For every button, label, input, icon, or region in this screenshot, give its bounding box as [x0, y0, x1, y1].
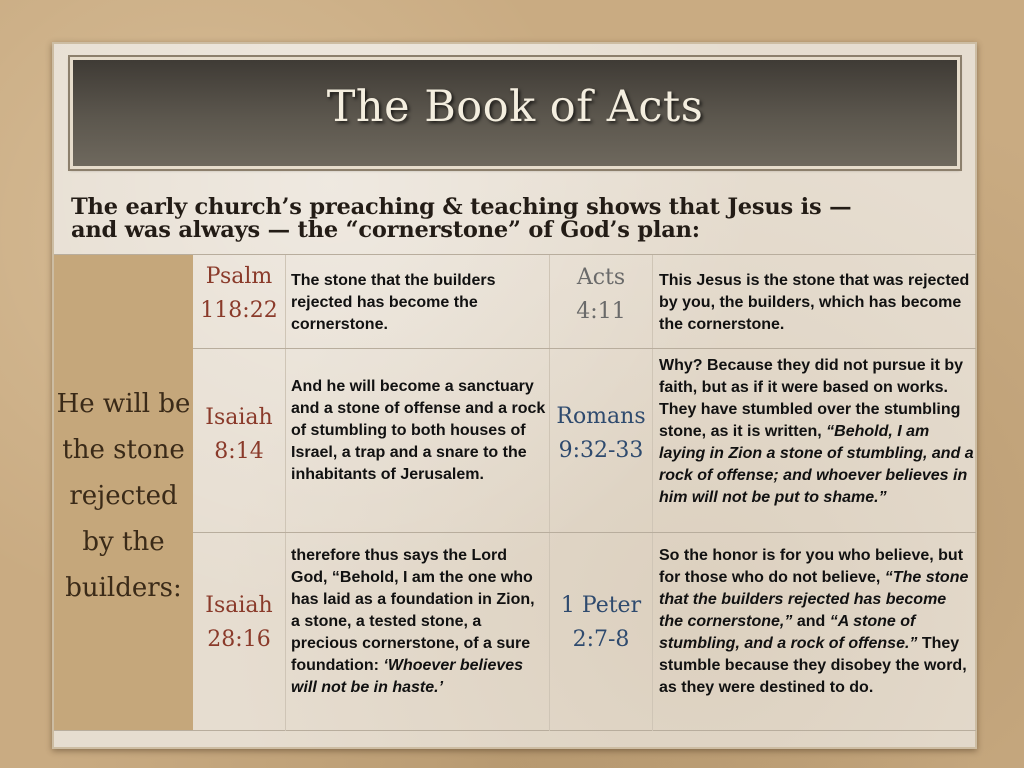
ot-reference-cell — [193, 349, 286, 533]
ot-reference-verse: 118:22 — [200, 298, 278, 323]
ot-reference-verse: 28:16 — [207, 627, 271, 652]
nt-text-cell — [653, 255, 976, 348]
nt-quote-part: They stumble because they disobey the word, as they were destined to do. — [659, 635, 967, 696]
side-label-line: He will be — [56, 388, 191, 419]
nt-text-cell — [653, 349, 976, 533]
slide-subtitle — [71, 196, 971, 242]
ot-quote-plain: therefore thus says the Lord God, “Behold, I am the one who has laid as a foundation in Zion, a stone, a tested stone, a precious cornerstone, of a sure foundation: — [291, 547, 535, 674]
nt-quote-plain: Why? Because they did not pursue it by faith, but as if it were based on works. They have stumbled over the stumbling stone, as it is written, — [659, 357, 964, 440]
nt-reference-cell — [550, 533, 653, 731]
nt-text-cell — [653, 533, 976, 731]
nt-quote-italic: “The stone that the builders rejected has become the cornerstone,” — [659, 569, 969, 630]
ot-text-cell — [286, 255, 550, 348]
nt-reference-book: Romans — [556, 404, 646, 429]
nt-quote-italic: “Behold, I am laying in Zion a stone of stumbling, and a rock of offense; and whoever believes in him will not be put to shame.” — [659, 423, 974, 506]
nt-quote-italic: “A stone of stumbling, and a rock of offense.” — [659, 613, 918, 652]
ot-text-cell — [286, 349, 550, 533]
ot-text-cell — [286, 533, 550, 731]
title-banner — [70, 57, 960, 169]
ot-reference-book: Isaiah — [205, 405, 273, 430]
side-label-line: builders: — [65, 572, 182, 603]
side-label-line: by the — [82, 526, 165, 557]
nt-reference-book: Acts — [576, 265, 626, 290]
side-label-line: the stone — [62, 434, 185, 465]
side-label-line: rejected — [69, 480, 178, 511]
nt-reference-verse: 9:32-33 — [558, 438, 644, 463]
scripture-table — [54, 254, 976, 731]
ot-reference-book: Psalm — [205, 264, 273, 289]
nt-quote-part: and — [796, 613, 826, 630]
nt-quote-part: So the honor is for you who believe, but for those who do not believe, — [659, 547, 964, 586]
nt-reference-verse: 4:11 — [576, 299, 626, 324]
nt-quote — [659, 355, 974, 509]
ot-quote: The stone that the builders rejected has become the cornerstone. — [291, 272, 496, 333]
side-label — [54, 255, 193, 730]
ot-reference-verse: 8:14 — [214, 439, 264, 464]
ot-reference-cell — [193, 255, 286, 348]
ot-quote — [291, 545, 547, 699]
ot-quote-italic: ‘Whoever believes will not be in haste.’ — [291, 657, 524, 696]
ot-reference-cell — [193, 533, 286, 731]
table-row — [193, 255, 976, 348]
subtitle-line-1: The early church’s preaching & teaching shows that Jesus is — — [71, 194, 852, 220]
subtitle-line-2: and was always — the “cornerstone” of God’s plan: — [71, 217, 700, 243]
table-row — [193, 532, 976, 731]
nt-reference-cell — [550, 255, 653, 348]
nt-reference-book: 1 Peter — [560, 593, 642, 618]
nt-reference-verse: 2:7-8 — [572, 627, 630, 652]
table-row — [193, 348, 976, 533]
ot-quote: And he will become a sanctuary and a stone of offense and a rock of stumbling to both houses of Israel, a trap and a snare to the inhabitants of Jerusalem. — [291, 378, 546, 483]
nt-quote — [659, 545, 974, 699]
nt-quote: This Jesus is the stone that was rejected by you, the builders, which has become the cornerstone. — [659, 272, 970, 333]
slide-title: The Book of Acts — [326, 82, 704, 132]
ot-reference-book: Isaiah — [205, 593, 273, 618]
nt-reference-cell — [550, 349, 653, 533]
